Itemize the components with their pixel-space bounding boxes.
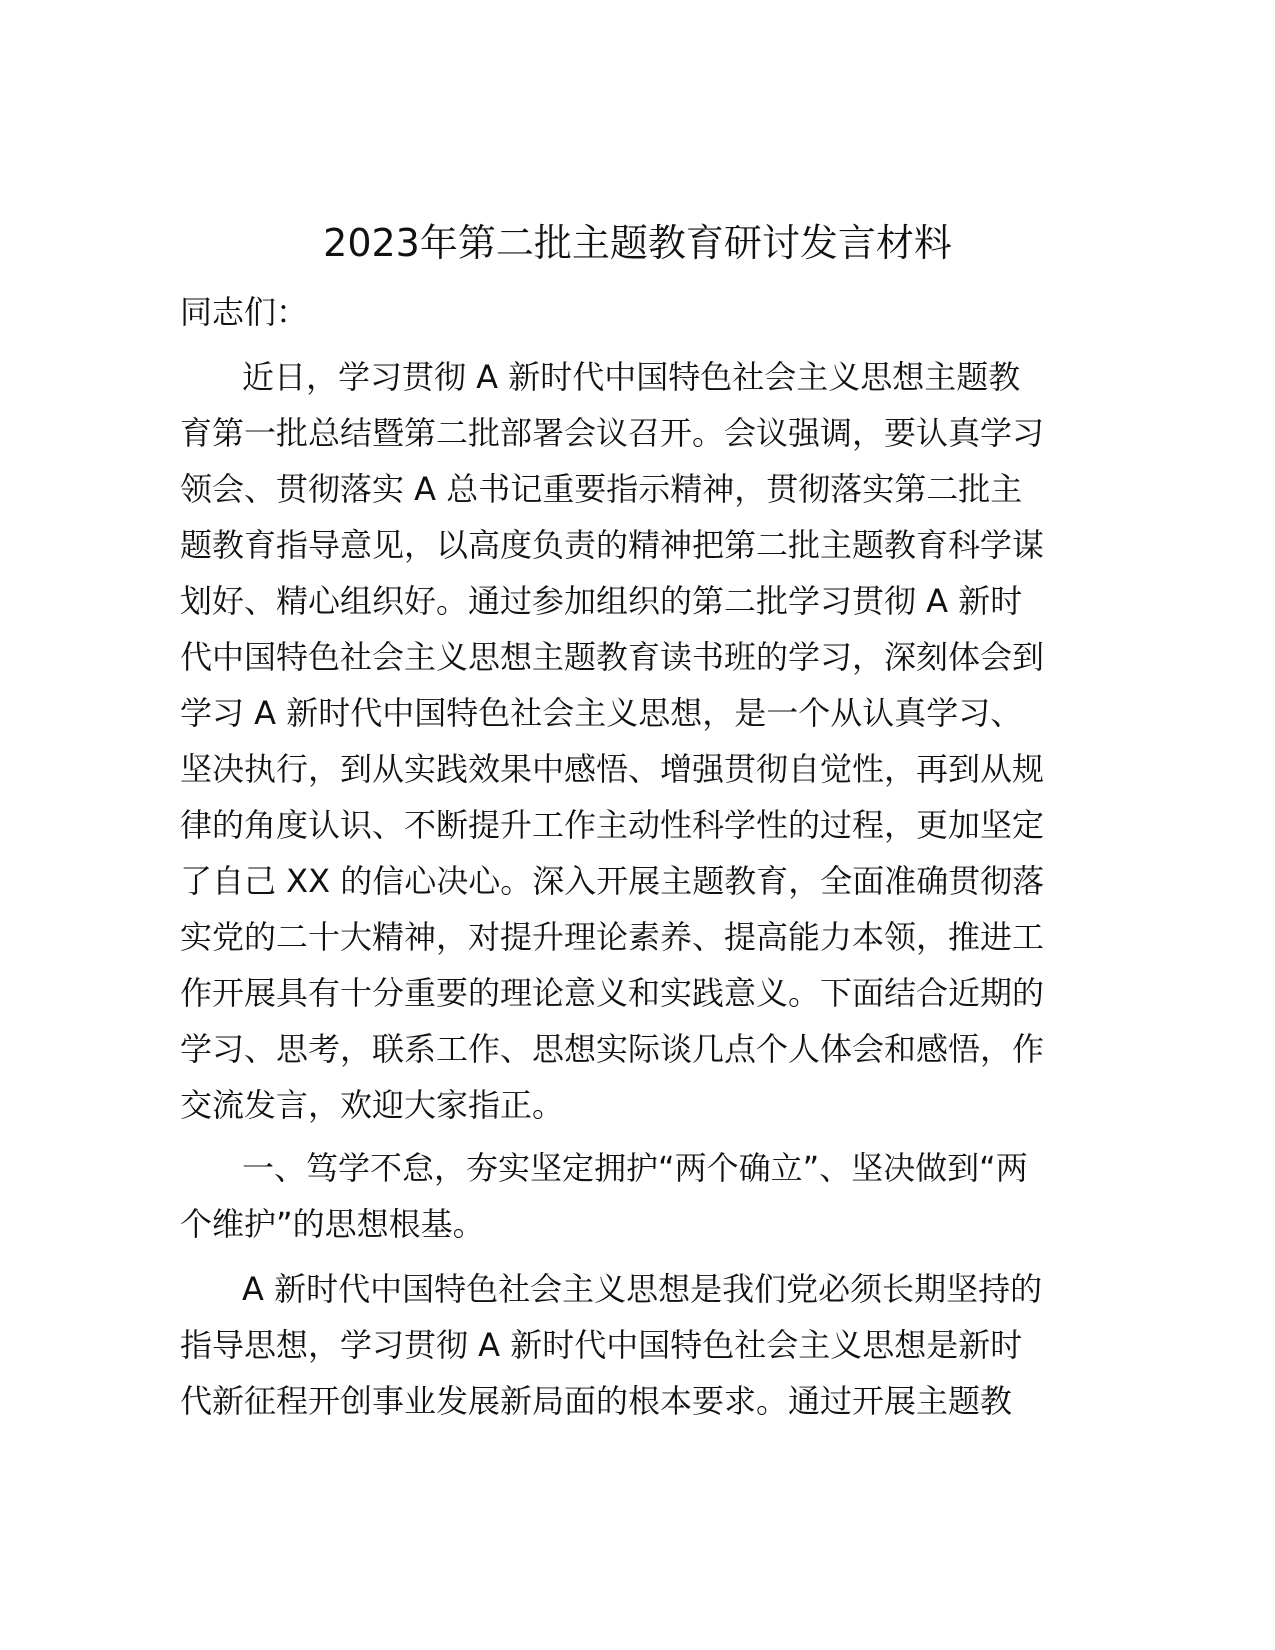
paragraph-line: 律的角度认识、不断提升工作主动性科学性的过程，更加坚定 <box>180 806 1045 844</box>
paragraph-line: 领会、贯彻落实 A 总书记重要指示精神，贯彻落实第二批主 <box>180 470 1023 508</box>
paragraph-line: 坚决执行，到从实践效果中感悟、增强贯彻自觉性，再到从规 <box>180 750 1045 788</box>
document-title: 2023年第二批主题教育研讨发言材料 <box>323 221 952 265</box>
paragraph-line: 指导思想，学习贯彻 A 新时代中国特色社会主义思想是新时 <box>180 1326 1023 1364</box>
paragraph-line: 近日，学习贯彻 A 新时代中国特色社会主义思想主题教 <box>242 358 1021 396</box>
heading-line: 一、笃学不怠，夯实坚定拥护“两个确立”、坚决做到“两 <box>242 1149 1028 1187</box>
salutation: 同志们： <box>180 293 309 331</box>
paragraph-line: 了自己 XX 的信心决心。深入开展主题教育，全面准确贯彻落 <box>180 862 1045 900</box>
paragraph-line: 学习、思考，联系工作、思想实际谈几点个人体会和感悟，作 <box>180 1030 1045 1068</box>
paragraph-line: A 新时代中国特色社会主义思想是我们党必须长期坚持的 <box>242 1270 1043 1308</box>
paragraph-line: 划好、精心组织好。通过参加组织的第二批学习贯彻 A 新时 <box>180 582 1023 620</box>
paragraph-line: 代新征程开创事业发展新局面的根本要求。通过开展主题教 <box>180 1382 1013 1420</box>
paragraph-line: 作开展具有十分重要的理论意义和实践意义。下面结合近期的 <box>180 974 1045 1012</box>
paragraph-line: 实党的二十大精神，对提升理论素养、提高能力本领，推进工 <box>180 918 1045 956</box>
paragraph-line: 题教育指导意见，以高度负责的精神把第二批主题教育科学谋 <box>180 526 1045 564</box>
paragraph-line: 代中国特色社会主义思想主题教育读书班的学习，深刻体会到 <box>180 638 1045 676</box>
paragraph-line: 育第一批总结暨第二批部署会议召开。会议强调，要认真学习 <box>180 414 1045 452</box>
paragraph-line: 学习 A 新时代中国特色社会主义思想，是一个从认真学习、 <box>180 694 1023 732</box>
heading-line: 个维护”的思想根基。 <box>180 1205 485 1243</box>
paragraph-line: 交流发言，欢迎大家指正。 <box>180 1086 565 1124</box>
